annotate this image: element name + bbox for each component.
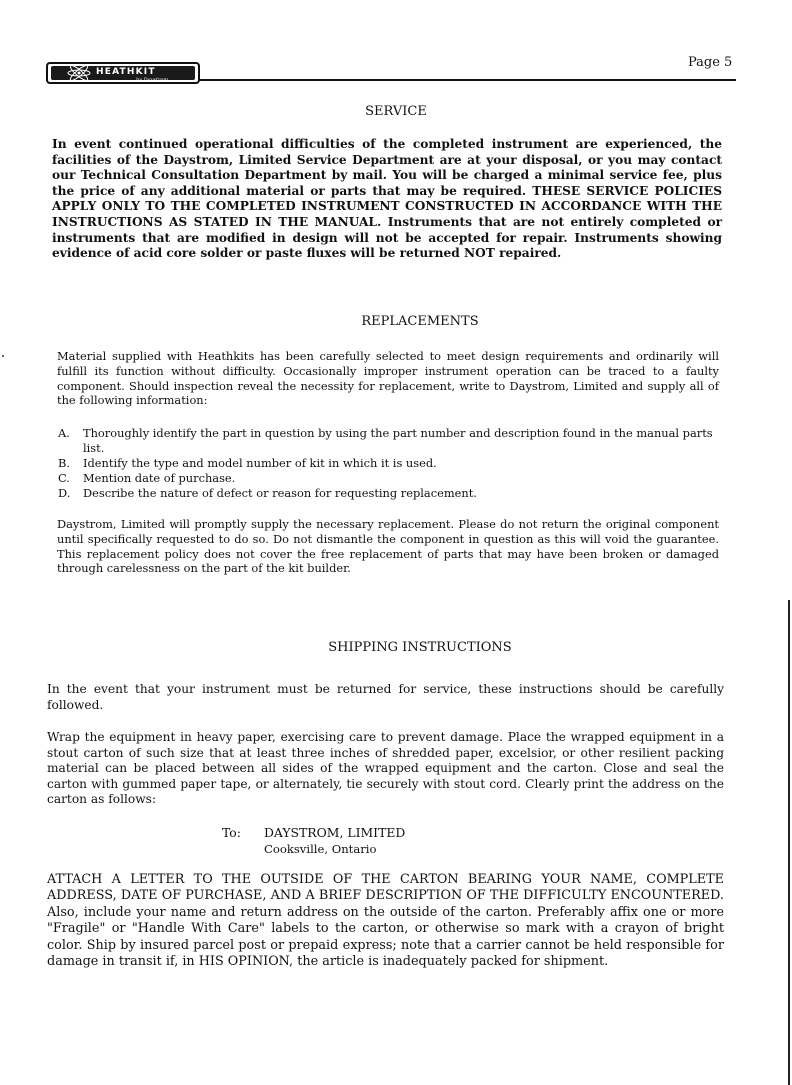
shipping-paragraph-2: Wrap the equipment in heavy paper, exercising care to prevent damage. Place the wrapped equipment in a stout carton of such size that at least three inches of shredded paper, excelsior, or other resilient packing material can be placed between all sides of the wrapped equipment and the carton. Close and seal the carton with gummed paper tape, or alternately, tie securely with stout cord. Clearly print the address on the carton as follows: bbox=[47, 730, 724, 807]
shipping-heading: SHIPPING INSTRUCTIONS bbox=[328, 640, 512, 655]
list-text: Identify the type and model number of kit in which it is used. bbox=[83, 456, 437, 470]
replacements-intro: Material supplied with Heathkits has been carefully selected to meet design requirements and ordinarily will fulfill its function without difficulty. Occasionally improper instrument operation can be traced to a faulty component. Should inspection reveal the necessity for replacement, write to Daystrom, Limited and supply all of the following information: bbox=[57, 349, 719, 408]
service-paragraph: In event continued operational difficulties of the completed instrument are experienced, the facilities of the Daystrom, Limited Service Department are at your disposal, or you may contact our Technical Consultation Department by mail. You will be charged a minimal service fee, plus the price of any additional material or parts that may be required. THESE SERVICE POLICIES APPLY ONLY TO THE COMPLETED INSTRUMENT CONSTRUCTED IN ACCORDANCE WITH THE INSTRUCTIONS AS STATED IN THE MANUAL. Instruments that are not entirely completed or instruments that are modified in design will not be accepted for repair. Instruments showing evidence of acid core solder or paste fluxes will be returned NOT repaired. bbox=[52, 137, 722, 261]
heathkit-logo bbox=[46, 62, 200, 84]
shipping-paragraph-1: In the event that your instrument must be returned for service, these instructions should be carefully followed. bbox=[47, 682, 724, 712]
replacements-heading: REPLACEMENTS bbox=[361, 314, 479, 329]
list-letter: B. bbox=[58, 456, 70, 470]
logo-brand: HEATHKIT bbox=[96, 67, 156, 77]
list-letter: C. bbox=[58, 471, 70, 485]
page-number: Page 5 bbox=[688, 55, 733, 70]
scan-edge bbox=[788, 600, 790, 1085]
address-line-1: DAYSTROM, LIMITED bbox=[264, 825, 406, 840]
address-to: To: bbox=[222, 825, 241, 840]
replacements-closing: Daystrom, Limited will promptly supply the necessary replacement. Please do not return the original component until specifically requested to do so. Do not dismantle the component in question as this will void the guarantee. This replacement policy does not cover the free replacement of parts that may have been broken or damaged through carelessness on the part of the kit builder. bbox=[57, 517, 719, 576]
list-letter: A. bbox=[58, 426, 70, 440]
service-heading: SERVICE bbox=[365, 104, 427, 119]
list-letter: D. bbox=[58, 486, 71, 500]
atom-icon bbox=[66, 66, 92, 80]
address-lines bbox=[264, 825, 405, 857]
list-text: Thoroughly identify the part in question by using the part number and description found in the manual parts list. bbox=[83, 426, 713, 455]
address-line-2: Cooksville, Ontario bbox=[264, 842, 377, 856]
list-text: Describe the nature of defect or reason for requesting replacement. bbox=[83, 486, 477, 500]
logo-sub: by Daystrom bbox=[136, 77, 169, 83]
shipping-paragraph-3: ATTACH A LETTER TO THE OUTSIDE OF THE CARTON BEARING YOUR NAME, COMPLETE ADDRESS, DATE OF PURCHASE, AND A BRIEF DESCRIPTION OF THE DIFFICULTY ENCOUNTERED. Also, include your name and return address on the outside of the carton. Preferably affix one or more "Fragile" or "Handle With Care" labels to the carton, or otherwise so mark with a crayon of bright color. Ship by insured parcel post or prepaid express; note that a carrier cannot be held responsible for damage in transit if, in HIS OPINION, the article is inadequately packed for shipment. bbox=[47, 872, 724, 970]
list-text: Mention date of purchase. bbox=[83, 471, 236, 485]
scan-artifact bbox=[2, 355, 4, 357]
